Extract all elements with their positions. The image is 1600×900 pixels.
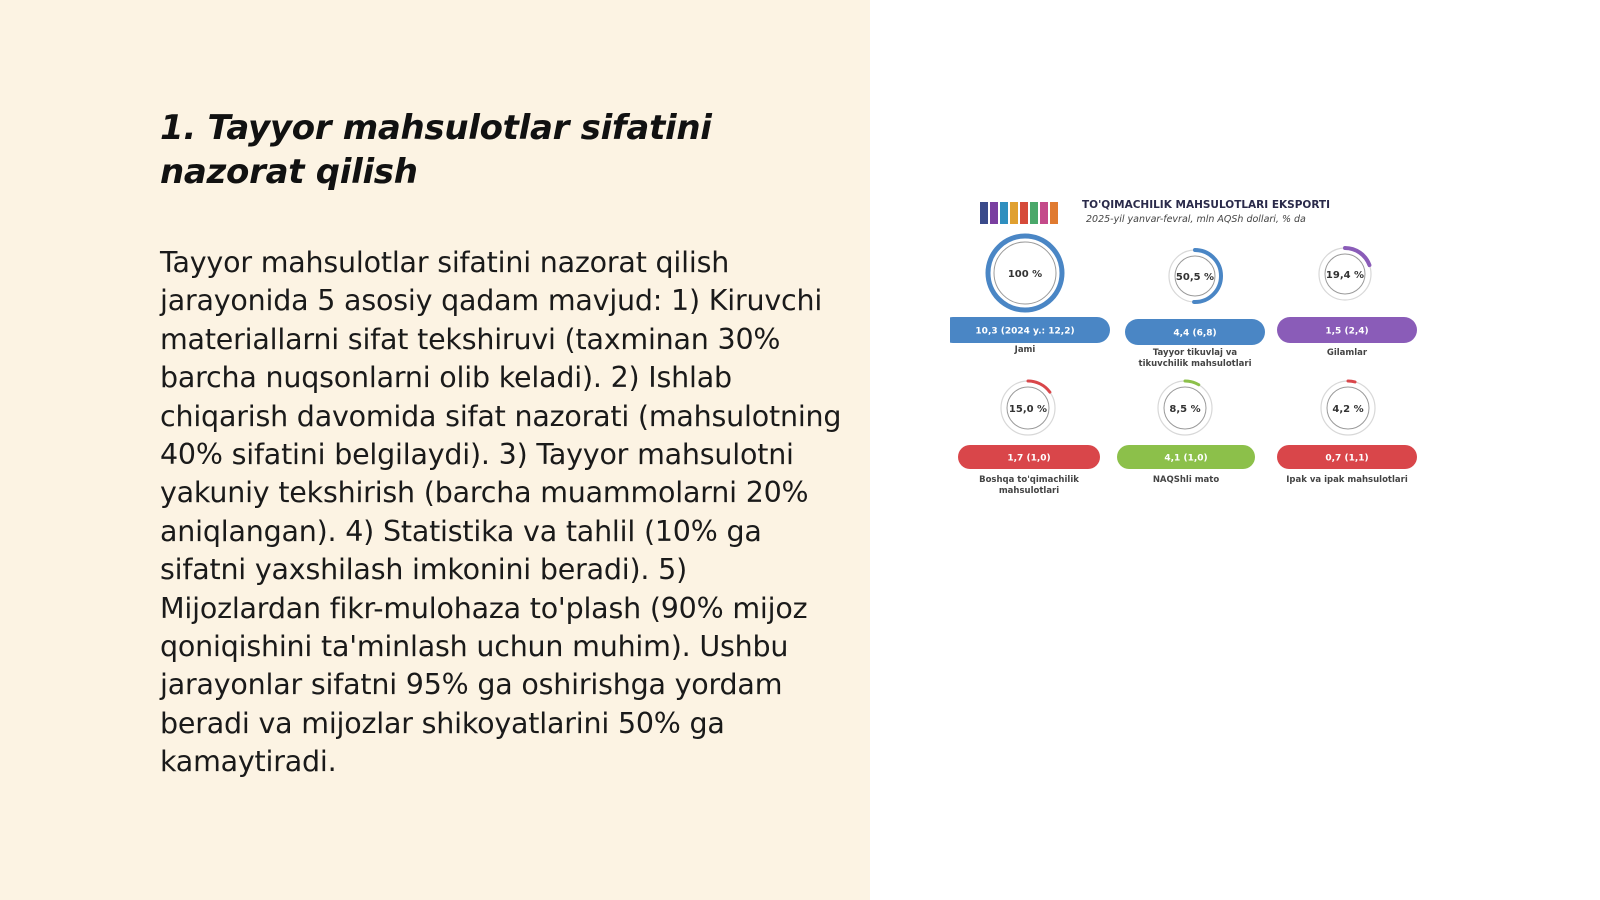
category-caption: Tayyor tikuvlaj va	[1152, 348, 1238, 358]
category-caption: Gilamlar	[1326, 348, 1368, 358]
category-caption: tikuvchilik mahsulotlari	[1138, 359, 1252, 369]
export-item	[1117, 381, 1255, 485]
percent-label: 19,4 %	[1325, 270, 1365, 281]
value-label: 10,3 (2024 y.: 12,2)	[975, 326, 1075, 337]
slide-title: 1. Tayyor mahsulotlar sifatini nazorat qilish	[160, 108, 712, 192]
category-caption: Jami	[1014, 345, 1036, 355]
value-label: 0,7 (1,1)	[1325, 453, 1369, 464]
infographic-subtitle: 2025-yil yanvar-fevral, mln AQSh dollari, % da	[1086, 214, 1306, 225]
export-item	[958, 381, 1100, 496]
export-item	[1277, 248, 1417, 358]
value-label: 1,5 (2,4)	[1325, 326, 1369, 337]
infographic-title: TO'QIMACHILIK MAHSULOTLARI EKSPORTI	[1082, 199, 1330, 211]
category-caption: Ipak va ipak mahsulotlari	[1286, 475, 1408, 485]
percent-label: 50,5 %	[1175, 272, 1215, 283]
export-item	[1277, 381, 1417, 485]
category-caption: mahsulotlari	[998, 486, 1060, 496]
value-label: 1,7 (1,0)	[1007, 453, 1051, 464]
export-item	[1125, 250, 1265, 369]
percent-label: 4,2 %	[1332, 404, 1364, 415]
category-caption: Boshqa to'qimachilik	[979, 475, 1079, 485]
export-infographic	[950, 190, 1450, 520]
percent-label: 8,5 %	[1169, 404, 1201, 415]
percent-label: 15,0 %	[1008, 404, 1048, 415]
slide-body-text: Tayyor mahsulotlar sifatini nazorat qilish jarayonida 5 asosiy qadam mavjud: 1) Kiruvchi materiallarni sifat tekshiruvi (taxminan 30% barcha nuqsonlarni olib keladi). 2) Ishlab chiqarish davomida sifat nazorati (mahsulotning 40% sifatini belgilaydi). 3) Tayyor mahsulotni yakuniy tekshirish (barcha muammolarni 20% aniqlangan). 4) Statistika va tahlil (10% ga sifatni yaxshilash imkonini beradi). 5) Mijozlardan fikr-mulohaza to'plash (90% mijoz qoniqishini ta'minlash uchun muhim). Ushbu jarayonlar sifatni 95% ga oshirishga yordam beradi va mijozlar shikoyatlarini 50% ga kamaytiradi.	[160, 246, 842, 779]
infographic-svg	[950, 190, 1450, 520]
value-label: 4,4 (6,8)	[1173, 328, 1217, 339]
value-label: 4,1 (1,0)	[1164, 453, 1208, 464]
fabric-logo-icon	[980, 202, 1058, 224]
category-caption: NAQShli mato	[1152, 475, 1220, 485]
export-item	[950, 236, 1110, 355]
percent-label: 100 %	[1007, 269, 1043, 280]
